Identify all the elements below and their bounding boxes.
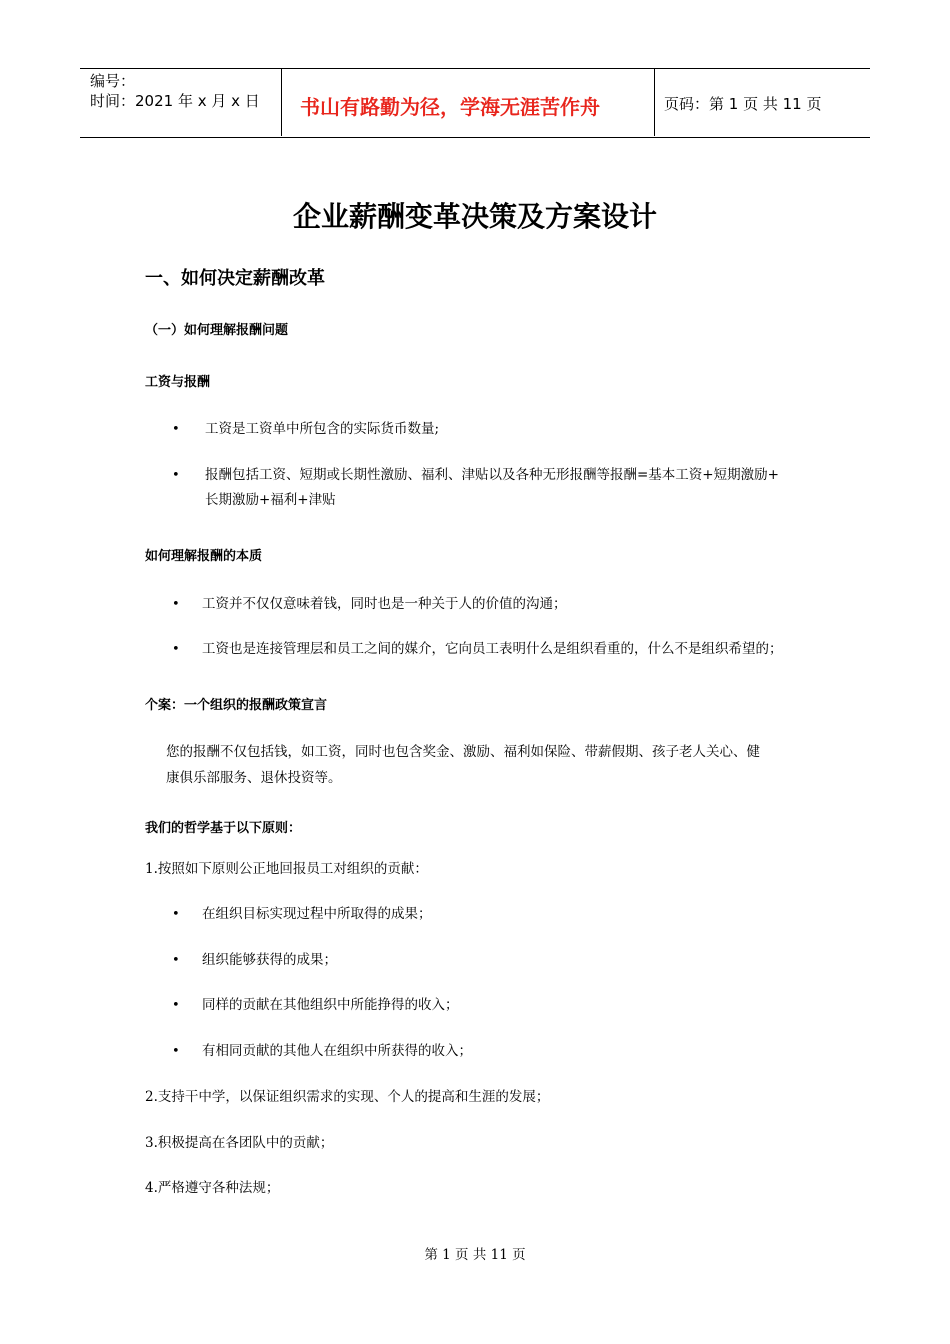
case-text: 康俱乐部服务、退休投资等。 xyxy=(166,770,342,786)
header-motto: 书山有路勤为径，学海无涯苦作舟 xyxy=(300,95,600,119)
nature-bullet: 工资并不仅仅意味着钱，同时也是一种关于人的价值的沟通； xyxy=(202,596,567,612)
header-code-label: 编号： xyxy=(90,72,136,90)
numbered-item: 3.积极提高在各团队中的贡献； xyxy=(145,1135,334,1151)
page-title: 企业薪酬变革决策及方案设计 xyxy=(292,200,657,233)
header-page-info: 页码：第 1 页 共 11 页 xyxy=(664,95,822,113)
principle-bullet: 同样的贡献在其他组织中所能挣得的收入； xyxy=(202,997,459,1013)
bullet-dot: • xyxy=(172,468,180,483)
wage-heading: 工资与报酬 xyxy=(145,375,211,390)
section-heading: 一、如何决定薪酬改革 xyxy=(145,268,325,289)
case-heading: 个案：一个组织的报酬政策宣言 xyxy=(145,698,328,713)
wage-bullet: 工资是工资单中所包含的实际货币数量; xyxy=(205,421,440,437)
page-footer: 第 1 页 共 11 页 xyxy=(424,1247,526,1263)
case-text: 您的报酬不仅包括钱，如工资，同时也包含奖金、激励、福利如保险、带薪假期、孩子老人关心、健 xyxy=(166,744,760,760)
wage-bullet: 报酬包括工资、短期或长期性激励、福利、津贴以及各种无形报酬等报酬=基本工资+短期激励+ xyxy=(205,467,779,483)
header-date-label: 时间：2021 年 x 月 x 日 xyxy=(90,92,260,110)
bullet-dot: • xyxy=(172,1044,180,1059)
nature-bullet: 工资也是连接管理层和员工之间的媒介，它向员工表明什么是组织看重的，什么不是组织希望的； xyxy=(202,641,783,657)
philosophy-heading: 我们的哲学基于以下原则： xyxy=(145,821,302,836)
subsection-heading: （一）如何理解报酬问题 xyxy=(145,323,289,338)
bullet-dot: • xyxy=(172,907,180,922)
bullet-dot: • xyxy=(172,642,180,657)
numbered-item: 2.支持干中学，以保证组织需求的实现、个人的提高和生涯的发展； xyxy=(145,1089,550,1105)
numbered-item: 4.严格遵守各种法规； xyxy=(145,1180,280,1196)
wage-bullet-continuation: 长期激励+福利+津贴 xyxy=(205,492,336,508)
principle-bullet: 有相同贡献的其他人在组织中所获得的收入； xyxy=(202,1043,472,1059)
principle-bullet: 组织能够获得的成果； xyxy=(202,952,337,968)
header-divider xyxy=(281,68,282,136)
numbered-item: 1.按照如下原则公正地回报员工对组织的贡献： xyxy=(145,861,428,877)
header-divider xyxy=(654,68,655,136)
nature-heading: 如何理解报酬的本质 xyxy=(145,549,263,564)
bullet-dot: • xyxy=(172,953,180,968)
principle-bullet: 在组织目标实现过程中所取得的成果； xyxy=(202,906,432,922)
bullet-dot: • xyxy=(172,998,180,1013)
bullet-dot: • xyxy=(172,597,180,612)
bullet-dot: • xyxy=(172,422,180,437)
